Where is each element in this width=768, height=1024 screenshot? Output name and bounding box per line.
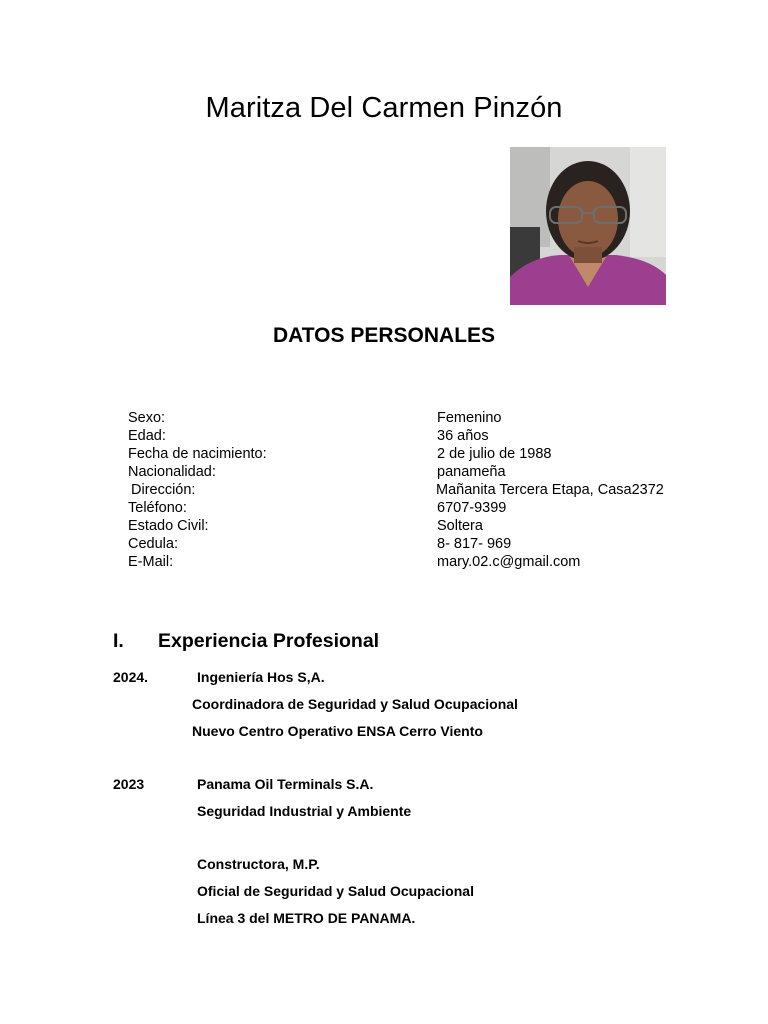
experience-year: 2023 bbox=[113, 776, 145, 792]
section-heading-text: Experiencia Profesional bbox=[158, 630, 380, 652]
field-label: Nacionalidad: bbox=[128, 464, 216, 480]
experience-company: Panama Oil Terminals S.A. bbox=[197, 776, 374, 792]
field-value: 2 de julio de 1988 bbox=[437, 446, 552, 462]
field-value: Soltera bbox=[437, 518, 483, 534]
experience-company: Constructora, M.P. bbox=[197, 856, 320, 872]
field-label: Sexo: bbox=[128, 410, 166, 426]
experience-project: Nuevo Centro Operativo ENSA Cerro Viento bbox=[192, 723, 483, 739]
experience-role: Coordinadora de Seguridad y Salud Ocupacional bbox=[192, 696, 518, 712]
candidate-name: Maritza Del Carmen Pinzón bbox=[205, 92, 563, 124]
experience-year: 2024. bbox=[113, 669, 149, 685]
field-label: Cedula: bbox=[128, 536, 178, 552]
field-label: Edad: bbox=[128, 428, 166, 444]
experience-role: Seguridad Industrial y Ambiente bbox=[197, 803, 412, 819]
field-value: Mañanita Tercera Etapa, Casa2372 bbox=[436, 482, 664, 498]
field-label: Dirección: bbox=[131, 482, 196, 498]
field-value: 6707-9399 bbox=[437, 500, 507, 516]
section-number: I. bbox=[113, 630, 124, 652]
profile-photo bbox=[510, 147, 666, 305]
field-label: Teléfono: bbox=[128, 500, 187, 516]
experience-project: Línea 3 del METRO DE PANAMA. bbox=[197, 910, 416, 926]
experience-role: Oficial de Seguridad y Salud Ocupacional bbox=[197, 883, 474, 899]
experience-company: Ingeniería Hos S,A. bbox=[197, 669, 325, 685]
field-value: mary.02.c@gmail.com bbox=[437, 554, 581, 570]
field-value: Femenino bbox=[437, 410, 502, 426]
field-label: Fecha de nacimiento: bbox=[128, 446, 267, 462]
field-value: 36 años bbox=[437, 428, 489, 444]
field-label: E-Mail: bbox=[128, 554, 174, 570]
section-title-personal-data: DATOS PERSONALES bbox=[272, 324, 496, 347]
field-value: 8- 817- 969 bbox=[437, 536, 512, 552]
section-title-experience bbox=[113, 630, 379, 653]
field-label: Estado Civil: bbox=[128, 518, 209, 534]
field-value: panameña bbox=[437, 464, 506, 480]
